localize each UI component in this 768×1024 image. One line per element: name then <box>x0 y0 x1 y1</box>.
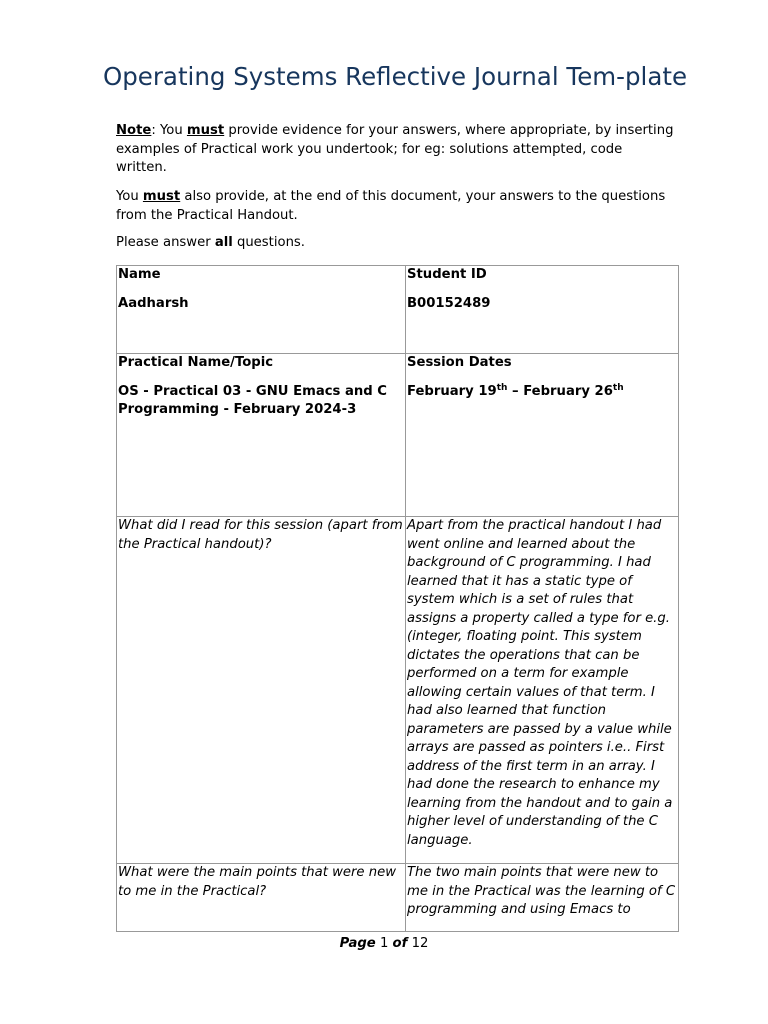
answer-1: Apart from the practical handout I had went online and learned about the background of C programming. I had learned that it has a static type of system which is a set of rules that assigns a property called a type for e.g. (integer, floating point. This system dictates the operations that can be performed on a term for example allowing certain values of that term. I had also learned that function parameters are passed by a value while arrays are passed as pointers i.e.. First address of the first term in an array. I had done the research to enhance my learning from the handout and to gain a higher level of understanding of the C language. <box>407 518 673 848</box>
para2-must: must <box>142 189 181 204</box>
note-text-1: : You <box>151 123 187 138</box>
document-title: Operating Systems Reflective Journal Tem-plate <box>102 62 688 91</box>
note-label: Note <box>116 123 152 138</box>
answer-cell <box>406 864 679 932</box>
table-row <box>117 517 679 864</box>
footer-page-number: 1 <box>379 936 389 951</box>
session-start: February 19 <box>407 383 497 399</box>
footer-of-label: of <box>392 936 408 951</box>
session-start-sup: th <box>496 382 508 393</box>
name-cell <box>117 266 406 354</box>
student-id-value: B00152489 <box>407 295 491 311</box>
name-label: Name <box>118 267 161 282</box>
question-1: What did I read for this session (apart from the Practical handout)? <box>118 518 403 552</box>
para2-text-2: also provide, at the end of this document, your answers to the questions from the Practical Handout. <box>116 189 666 223</box>
session-end: – February 26 <box>507 383 613 399</box>
session-end-sup: th <box>612 382 624 393</box>
student-id-label: Student ID <box>407 267 487 282</box>
footer-page-total: 12 <box>411 936 429 951</box>
note-must: must <box>186 123 225 138</box>
question-2: What were the main points that were new to me in the Practical? <box>118 865 396 899</box>
answer-all-paragraph <box>116 234 676 253</box>
page-footer <box>0 935 768 953</box>
journal-table <box>116 265 679 932</box>
para3-text-2: questions. <box>232 235 305 250</box>
practical-label: Practical Name/Topic <box>118 355 274 370</box>
practical-value: OS - Practical 03 - GNU Emacs and C Programming - February 2024-3 <box>118 383 387 417</box>
student-id-cell <box>406 266 679 354</box>
name-value: Aadharsh <box>118 295 189 311</box>
table-row <box>117 354 679 517</box>
para3-all: all <box>214 235 233 250</box>
answer-cell <box>406 517 679 864</box>
session-dates-cell <box>406 354 679 517</box>
instruction-paragraph <box>116 188 676 225</box>
answer-2: The two main points that were new to me in the Practical was the learning of C programming and using Emacs to <box>407 865 676 917</box>
note-paragraph <box>116 122 676 178</box>
footer-page-label: Page <box>339 936 376 951</box>
para2-text-1: You <box>116 189 143 204</box>
session-dates-label: Session Dates <box>407 355 512 370</box>
practical-cell <box>117 354 406 517</box>
question-cell <box>117 517 406 864</box>
question-cell <box>117 864 406 932</box>
table-row <box>117 266 679 354</box>
table-row <box>117 864 679 932</box>
session-dates-value <box>407 383 677 402</box>
para3-text-1: Please answer <box>116 235 215 250</box>
note-text-2: provide evidence for your answers, where appropriate, by inserting examples of Practical work you undertook; for eg: solutions attempted, code written. <box>116 123 674 175</box>
